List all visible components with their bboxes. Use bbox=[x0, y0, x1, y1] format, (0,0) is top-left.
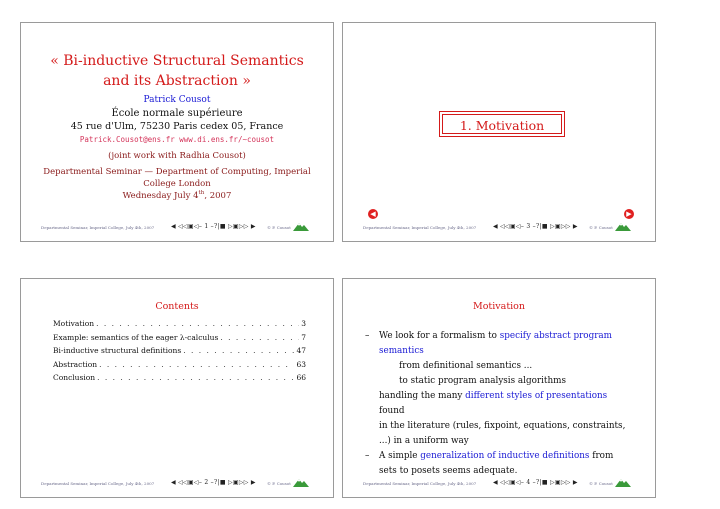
highlight-text: semantics bbox=[379, 346, 424, 356]
toc-item[interactable] bbox=[53, 333, 306, 347]
nav-back-buttons[interactable]: ◀ ◁◁▣◁– bbox=[171, 223, 205, 230]
toc-page: 66 bbox=[296, 373, 306, 382]
author-name: Patrick Cousot bbox=[143, 95, 211, 105]
footer-venue: Departmental Seminar, Imperial College, July 4th, 2007 bbox=[363, 225, 477, 230]
bullet-item bbox=[365, 449, 635, 479]
institution: École normale supérieure bbox=[111, 108, 243, 119]
footer-copyright: © P. Cousot bbox=[589, 481, 613, 486]
slide-footer bbox=[21, 221, 333, 235]
footer-copyright: © P. Cousot bbox=[589, 225, 613, 230]
footer-venue: Departmental Seminar, Imperial College, July 4th, 2007 bbox=[41, 225, 155, 230]
email-web-link[interactable]: Patrick.Cousot@ens.fr www.di.ens.fr/~cousot bbox=[79, 135, 275, 144]
toc-label: Abstraction bbox=[53, 359, 98, 369]
nav-back-buttons[interactable]: ◀ ◁◁▣◁– bbox=[493, 479, 527, 486]
text-span: ...) in a uniform way bbox=[379, 436, 469, 446]
toc-item[interactable] bbox=[53, 360, 306, 374]
logo-icon bbox=[293, 477, 309, 487]
table-of-contents bbox=[53, 319, 306, 387]
footer-copyright: © P. Cousot bbox=[267, 481, 291, 486]
navigation-controls[interactable] bbox=[171, 479, 256, 486]
slide-footer bbox=[343, 221, 655, 235]
page-number: 3 bbox=[526, 223, 531, 230]
slide-title bbox=[20, 22, 334, 242]
bullet-item bbox=[365, 329, 635, 359]
highlight-text: specify abstract program bbox=[499, 331, 613, 341]
text-span: found bbox=[379, 406, 405, 416]
section-title: 1. Motivation bbox=[459, 118, 545, 133]
talk-date bbox=[21, 190, 333, 201]
date-sup: th bbox=[198, 190, 205, 196]
nav-forward-buttons[interactable]: –?|■ ▷▣▷▷ ▶ bbox=[530, 479, 578, 486]
text-span: We look for a formalism to bbox=[379, 331, 500, 341]
toc-leader bbox=[183, 346, 294, 355]
toc-page: 3 bbox=[301, 319, 306, 328]
slide-footer bbox=[21, 477, 333, 491]
contents-title: Contents bbox=[155, 301, 199, 312]
navigation-controls[interactable] bbox=[493, 223, 578, 230]
navigation-controls[interactable] bbox=[493, 479, 578, 486]
sub-line: to static program analysis algorithms bbox=[399, 376, 566, 386]
bullet-dash: – bbox=[365, 451, 370, 461]
toc-item[interactable] bbox=[53, 346, 306, 360]
text-span: A simple bbox=[379, 451, 421, 461]
date-prefix: Wednesday July 4 bbox=[122, 190, 199, 201]
logo-icon bbox=[615, 221, 631, 231]
logo-icon bbox=[615, 477, 631, 487]
slide-footer bbox=[343, 477, 655, 491]
motivation-title: Motivation bbox=[472, 301, 526, 312]
text-span: from bbox=[589, 451, 614, 461]
motivation-body bbox=[365, 329, 635, 479]
nav-forward-buttons[interactable]: –?|■ ▷▣▷▷ ▶ bbox=[530, 223, 578, 230]
talk-title-line2: and its Abstraction » bbox=[103, 73, 251, 89]
text-span: sets to posets seems adequate. bbox=[379, 466, 518, 476]
toc-page: 47 bbox=[296, 346, 306, 355]
toc-item[interactable] bbox=[53, 373, 306, 387]
footer-copyright: © P. Cousot bbox=[267, 225, 291, 230]
highlight-text: different styles of presentations bbox=[465, 391, 608, 401]
nav-back-buttons[interactable]: ◀ ◁◁▣◁– bbox=[493, 223, 527, 230]
bullet-dash: – bbox=[365, 331, 370, 341]
back-arrow-icon[interactable]: ◀ bbox=[368, 209, 378, 219]
slide-contents bbox=[20, 278, 334, 498]
slide-motivation bbox=[342, 278, 656, 498]
nav-forward-buttons[interactable]: –?|■ ▷▣▷▷ ▶ bbox=[208, 479, 256, 486]
date-suffix: , 2007 bbox=[204, 190, 232, 201]
toc-item[interactable] bbox=[53, 319, 306, 333]
page-number: 4 bbox=[526, 479, 531, 486]
toc-leader bbox=[220, 333, 299, 342]
toc-page: 7 bbox=[301, 332, 306, 342]
paragraph bbox=[365, 389, 635, 449]
text-span: handling the many bbox=[379, 391, 466, 401]
logo-icon bbox=[293, 221, 309, 231]
slide-section bbox=[342, 22, 656, 242]
section-title-box bbox=[439, 111, 565, 137]
seminar-name: Departmental Seminar — Department of Computing, Imperial College London bbox=[43, 167, 311, 189]
toc-leader bbox=[99, 360, 294, 369]
toc-label: Example: semantics of the eager λ-calculus bbox=[53, 332, 219, 342]
talk-title-line1: « Bi-inductive Structural Semantics bbox=[50, 53, 304, 69]
talk-title bbox=[21, 51, 333, 91]
nav-forward-buttons[interactable]: –?|■ ▷▣▷▷ ▶ bbox=[208, 223, 256, 230]
toc-leader bbox=[96, 319, 299, 328]
joint-work-note: (joint work with Radhia Cousot) bbox=[108, 151, 246, 161]
footer-venue: Departmental Seminar, Imperial College, July 4th, 2007 bbox=[363, 481, 477, 486]
toc-page: 63 bbox=[296, 359, 306, 369]
navigation-controls[interactable] bbox=[171, 223, 256, 230]
forward-arrow-icon[interactable]: ▶ bbox=[624, 209, 634, 219]
toc-leader bbox=[97, 373, 294, 382]
highlight-text: generalization of inductive definitions bbox=[420, 451, 590, 461]
address: 45 rue d'Ulm, 75230 Paris cedex 05, France bbox=[70, 121, 284, 132]
footer-venue: Departmental Seminar, Imperial College, July 4th, 2007 bbox=[41, 481, 155, 486]
toc-label: Bi-inductive structural definitions bbox=[53, 346, 182, 355]
text-span: in the literature (rules, fixpoint, equations, constraints, bbox=[379, 421, 626, 431]
page-number: 1 bbox=[204, 223, 209, 230]
sub-line: from definitional semantics ... bbox=[399, 361, 533, 371]
toc-label: Conclusion bbox=[53, 373, 96, 382]
toc-label: Motivation bbox=[53, 319, 95, 328]
nav-back-buttons[interactable]: ◀ ◁◁▣◁– bbox=[171, 479, 205, 486]
page-number: 2 bbox=[204, 479, 209, 486]
